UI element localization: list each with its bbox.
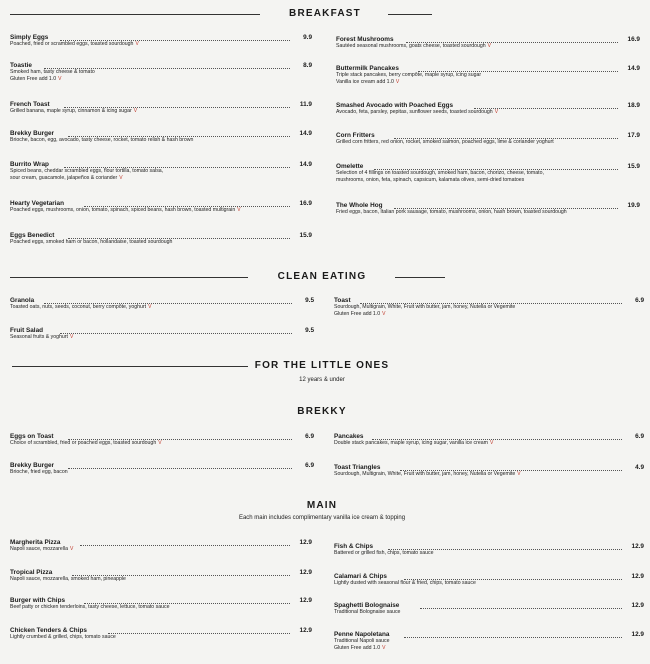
item-description: mushrooms, onion, feta, spinach, capsicum, kalamata olives, semi-dried tomatoes — [336, 177, 525, 183]
item-description: Smoked ham, tasty cheese & tomato — [10, 69, 95, 75]
item-price: 6.9 — [305, 462, 314, 469]
item-name: Corn Fritters — [336, 132, 375, 139]
clean-rule-right — [395, 277, 445, 278]
item-name: Burrito Wrap — [10, 161, 49, 168]
menu-item — [334, 573, 644, 587]
dotted-leader — [84, 603, 290, 604]
item-description: Fried eggs, bacon, Italian pork sausage, tomato, mushrooms, onion, hash brown, toasted sourdough — [336, 209, 567, 215]
item-price: 16.9 — [299, 200, 312, 207]
item-description: Poached, fried or scrambled eggs, toasted sourdough V — [10, 41, 139, 47]
item-price: 12.9 — [299, 539, 312, 546]
item-description: Battered or grilled fish, chips, tomato sauce — [334, 550, 434, 556]
item-price: 6.9 — [305, 433, 314, 440]
item-price: 18.9 — [627, 102, 640, 109]
item-price: 15.9 — [299, 232, 312, 239]
item-price: 12.9 — [299, 627, 312, 634]
dotted-leader — [68, 136, 290, 137]
menu-item — [10, 161, 312, 182]
vegetarian-icon: V — [395, 79, 400, 85]
item-name: Penne Napoletana — [334, 631, 390, 638]
dotted-leader — [64, 167, 290, 168]
item-description: Choice of scrambled, fried or poached eggs, toasted sourdough V — [10, 440, 162, 446]
item-name: Smashed Avocado with Poached Eggs — [336, 102, 454, 109]
dotted-leader — [108, 633, 290, 634]
dotted-leader — [374, 169, 618, 170]
dotted-leader — [388, 549, 622, 550]
dotted-leader — [60, 333, 292, 334]
item-description: Traditional Napoli sauce — [334, 638, 390, 644]
vegetarian-icon: V — [119, 175, 123, 181]
dotted-leader — [44, 68, 290, 69]
little-ones-heading: FOR THE LITTLE ONES — [254, 360, 390, 371]
dotted-leader — [80, 545, 290, 546]
item-description: Brioche, fried egg, bacon — [10, 469, 68, 475]
item-price: 6.9 — [635, 297, 644, 304]
item-description: Napoli sauce, mozzarella, smoked ham, pineapple — [10, 576, 126, 582]
item-description: Grilled banana, maple syrup, cinnamon & icing sugar V — [10, 108, 138, 114]
item-price: 17.9 — [627, 132, 640, 139]
dotted-leader — [404, 637, 622, 638]
menu-item — [10, 539, 312, 553]
dotted-leader — [474, 108, 618, 109]
brekky-heading: BREKKY — [297, 406, 347, 417]
menu-item — [10, 101, 312, 115]
item-price: 12.9 — [299, 569, 312, 576]
menu-item — [10, 597, 312, 611]
dotted-leader — [400, 470, 622, 471]
menu-item — [336, 132, 640, 146]
item-price: 6.9 — [635, 433, 644, 440]
item-description: Napoli sauce, mozzarella V — [10, 546, 74, 552]
clean-eating-heading: CLEAN EATING — [277, 271, 367, 282]
dotted-leader — [68, 238, 290, 239]
item-description: Sourdough, Multigrain, White, Fruit with butter, jam, honey, Nutella or Vegemite V — [334, 471, 521, 477]
menu-item — [334, 297, 644, 318]
item-description: Avocado, feta, parsley, pepitas, sunflower seeds, toasted sourdough V — [336, 109, 499, 115]
menu-item — [336, 102, 640, 116]
item-description: Double stack pancakes, maple syrup, icing sugar, vanilla ice cream V — [334, 440, 494, 446]
vegetarian-icon: V — [58, 76, 62, 82]
menu-item — [10, 200, 312, 214]
breakfast-heading: BREAKFAST — [289, 8, 361, 19]
vegetarian-icon: V — [382, 645, 386, 651]
item-description: Grilled corn fritters, red onion, rocket, smoked salmon, poached eggs, lime & coriander yoghurt — [336, 139, 554, 145]
menu-item — [336, 65, 640, 86]
menu-item — [334, 543, 644, 557]
item-price: 12.9 — [631, 631, 644, 638]
menu-item — [334, 464, 644, 478]
dotted-leader — [44, 303, 292, 304]
item-name: Spaghetti Bolognaise — [334, 602, 400, 609]
item-price: 16.9 — [627, 36, 640, 43]
item-name: Omelette — [336, 163, 364, 170]
item-price: 11.9 — [299, 101, 312, 108]
item-description: Gluten Free add 1.0 V — [334, 311, 386, 317]
item-price: 15.9 — [627, 163, 640, 170]
item-name: Simply Eggs — [10, 34, 49, 41]
dotted-leader — [394, 208, 618, 209]
vegetarian-icon: V — [489, 440, 494, 446]
vegetarian-icon: V — [237, 207, 241, 213]
item-description: sour cream, guacamole, jalapeños & coriander V — [10, 175, 123, 181]
item-name: Toastie — [10, 62, 32, 69]
menu-item — [10, 433, 314, 447]
item-price: 12.9 — [299, 597, 312, 604]
item-price: 9.5 — [305, 297, 314, 304]
item-description: Beef patty or chicken tenderloins, tasty cheese, lettuce, tomato sauce — [10, 604, 170, 610]
item-name: Calamari & Chips — [334, 573, 387, 580]
dotted-leader — [68, 468, 292, 469]
menu-item — [336, 202, 640, 216]
item-price: 14.9 — [627, 65, 640, 72]
item-description: Traditional Bolognaise sauce — [334, 609, 401, 615]
menu-item — [10, 130, 312, 144]
vegetarian-icon: V — [69, 546, 74, 552]
item-price: 9.9 — [303, 34, 312, 41]
menu-item — [10, 462, 314, 476]
item-price: 14.9 — [299, 161, 312, 168]
item-description: Gluten Free add 1.0 V — [334, 645, 386, 651]
item-description: Sautéed seasonal mushrooms, goats cheese, toasted sourdough V — [336, 43, 492, 49]
item-description: Brioche, bacon, egg, avocado, tasty cheese, rocket, tomato relish & hash brown — [10, 137, 194, 143]
item-name: Eggs on Toast — [10, 433, 54, 440]
item-price: 19.9 — [627, 202, 640, 209]
dotted-leader — [420, 608, 622, 609]
item-description: Vanilla ice cream add 1.0 V — [336, 79, 400, 85]
menu-item — [334, 631, 644, 652]
vegetarian-icon: V — [517, 471, 521, 477]
dotted-leader — [394, 138, 618, 139]
item-name: Fruit Salad — [10, 327, 44, 334]
item-name: Chicken Tenders & Chips — [10, 627, 87, 634]
item-name: Forest Mushrooms — [336, 36, 394, 43]
main-subtitle: Each main includes complimentary vanilla ice cream & topping — [238, 515, 406, 521]
item-description: Poached eggs, mushrooms, onion, tomato, spinach, spiced beans, hash brown, toasted multigrain V — [10, 207, 241, 213]
vegetarian-icon: V — [494, 109, 499, 115]
menu-item — [336, 36, 640, 50]
menu-item — [10, 569, 312, 583]
item-name: Burger with Chips — [10, 597, 66, 604]
item-price: 12.9 — [631, 573, 644, 580]
menu-item — [336, 163, 640, 184]
menu-item — [10, 297, 314, 311]
item-price: 9.5 — [305, 327, 314, 334]
menu-item — [10, 62, 312, 83]
item-description: Gluten Free add 1.0 V — [10, 76, 62, 82]
dotted-leader — [84, 206, 290, 207]
little-ones-subtitle: 12 years & under — [299, 377, 345, 383]
menu-item — [10, 627, 312, 641]
dotted-leader — [360, 303, 622, 304]
item-description: Selection of 4 fillings on toasted sourdough, smoked ham, bacon, chorizo, cheese, tomato, — [336, 170, 544, 176]
dotted-leader — [68, 439, 292, 440]
vegetarian-icon: V — [487, 43, 492, 49]
vegetarian-icon: V — [158, 440, 162, 446]
item-description: Seasonal fruits & yoghurt V — [10, 334, 74, 340]
item-name: Toast Triangles — [334, 464, 381, 471]
dotted-leader — [72, 575, 290, 576]
item-description: Lightly dusted with seasonal flour & fried, chips, tomato sauce — [334, 580, 476, 586]
vegetarian-icon: V — [382, 311, 386, 317]
dotted-leader — [60, 40, 290, 41]
item-name: Pancakes — [334, 433, 364, 440]
item-name: Hearty Vegetarian — [10, 200, 64, 207]
item-name: Brekky Burger — [10, 130, 55, 137]
item-name: Fish & Chips — [334, 543, 374, 550]
item-price: 12.9 — [631, 602, 644, 609]
item-name: French Toast — [10, 101, 50, 108]
item-name: Margherita Pizza — [10, 539, 61, 546]
main-heading: MAIN — [306, 500, 338, 511]
item-description: Spiced beans, cheddar scrambled eggs, flour tortilla, tomato salsa, — [10, 168, 164, 174]
dotted-leader — [418, 71, 618, 72]
dotted-leader — [64, 107, 290, 108]
vegetarian-icon: V — [148, 304, 152, 310]
item-name: Granola — [10, 297, 35, 304]
item-description: Triple stack pancakes, berry compôte, maple syrup, icing sugar — [336, 72, 482, 78]
item-price: 4.9 — [635, 464, 644, 471]
vegetarian-icon: V — [69, 334, 74, 340]
menu-item — [334, 433, 644, 447]
item-name: Tropical Pizza — [10, 569, 53, 576]
item-name: Eggs Benedict — [10, 232, 55, 239]
item-description: Poached eggs, smoked ham or bacon, hollandaise, toasted sourdough — [10, 239, 173, 245]
item-name: Toast — [334, 297, 351, 304]
vegetarian-icon: V — [135, 41, 139, 47]
item-price: 12.9 — [631, 543, 644, 550]
item-price: 14.9 — [299, 130, 312, 137]
vegetarian-icon: V — [133, 108, 138, 114]
dotted-leader — [406, 42, 618, 43]
item-price: 8.9 — [303, 62, 312, 69]
breakfast-rule-right — [388, 14, 432, 15]
item-description: Toasted oats, nuts, seeds, coconut, berry compôte, yoghurt V — [10, 304, 152, 310]
item-name: Brekky Burger — [10, 462, 55, 469]
dotted-leader — [404, 579, 622, 580]
item-name: Buttermilk Pancakes — [336, 65, 399, 72]
menu-item — [334, 602, 644, 616]
menu-item — [10, 232, 312, 246]
item-name: The Whole Hog — [336, 202, 383, 209]
item-description: Sourdough, Multigrain, White, Fruit with butter, jam, honey, Nutella or Vegemite — [334, 304, 516, 310]
menu-item — [10, 34, 312, 48]
dotted-leader — [372, 439, 622, 440]
menu-item — [10, 327, 314, 341]
item-description: Lightly crumbed & grilled, chips, tomato sauce — [10, 634, 116, 640]
